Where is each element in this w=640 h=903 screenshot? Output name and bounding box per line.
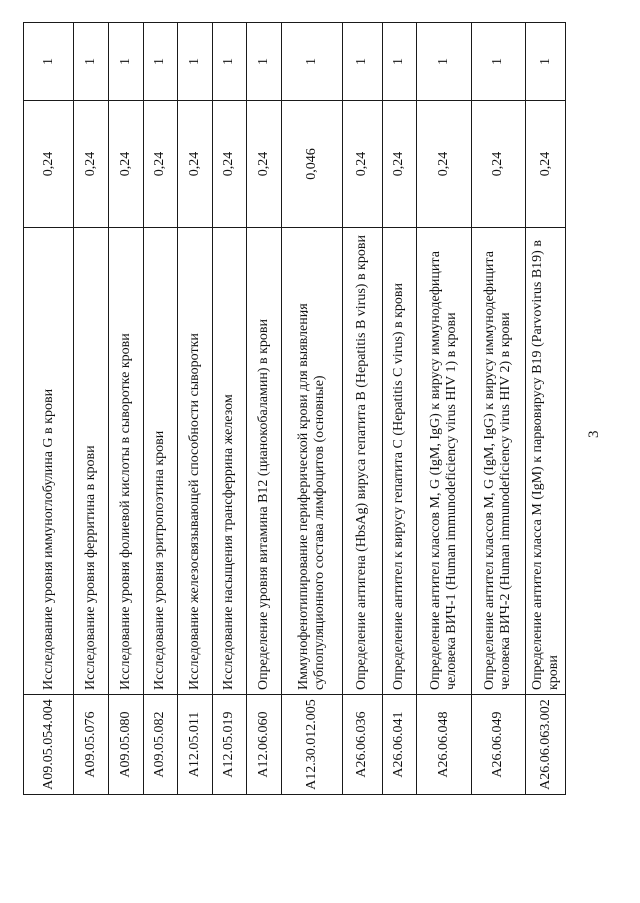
service-name: Исследование железосвязывающей способности сыворотки xyxy=(178,228,213,695)
service-code: A12.05.019 xyxy=(212,695,247,795)
service-name: Исследование уровня иммуноглобулина G в крови xyxy=(24,228,74,695)
service-name: Определение антител к вирусу гепатита C (Hepatitis C virus) в крови xyxy=(382,228,417,695)
frequency-coefficient: 0,24 xyxy=(24,101,74,228)
page-number: 3 xyxy=(586,430,602,438)
service-name: Определение антигена (HbsAg) вируса гепатита B (Hepatitis B virus) в крови xyxy=(342,228,382,695)
frequency-coefficient: 0,24 xyxy=(108,101,143,228)
service-code: A26.06.041 xyxy=(382,695,417,795)
multiplicity: 1 xyxy=(143,23,178,101)
multiplicity: 1 xyxy=(471,23,526,101)
multiplicity: 1 xyxy=(247,23,282,101)
multiplicity: 1 xyxy=(74,23,109,101)
frequency-coefficient: 0,24 xyxy=(247,101,282,228)
frequency-coefficient: 0,24 xyxy=(417,101,472,228)
multiplicity: 1 xyxy=(108,23,143,101)
frequency-coefficient: 0,046 xyxy=(281,101,342,228)
service-code: A12.06.060 xyxy=(247,695,282,795)
service-code: A09.05.080 xyxy=(108,695,143,795)
service-name: Исследование уровня ферритина в крови xyxy=(74,228,109,695)
frequency-coefficient: 0,24 xyxy=(526,101,566,228)
service-code: A09.05.082 xyxy=(143,695,178,795)
multiplicity: 1 xyxy=(24,23,74,101)
table-row xyxy=(143,23,178,795)
service-name: Иммунофенотипирование периферической крови для выявления субпопуляционного состава лимфоцитов (основные) xyxy=(281,228,342,695)
service-name: Определение антител классов M, G (IgM, IgG) к вирусу иммунодефицита человека ВИЧ-2 (Human immunodeficiency virus HIV 2) в крови xyxy=(471,228,526,695)
multiplicity: 1 xyxy=(212,23,247,101)
service-code: A12.05.011 xyxy=(178,695,213,795)
table-row xyxy=(281,23,342,795)
table-row xyxy=(178,23,213,795)
table-row xyxy=(74,23,109,795)
table-row xyxy=(212,23,247,795)
service-name: Определение уровня витамина B12 (цианокобаламин) в крови xyxy=(247,228,282,695)
table-row xyxy=(382,23,417,795)
table-row xyxy=(108,23,143,795)
table-row xyxy=(417,23,472,795)
table-row xyxy=(24,23,74,795)
table-row xyxy=(247,23,282,795)
service-code: A09.05.054.004 xyxy=(24,695,74,795)
service-code: A12.30.012.005 xyxy=(281,695,342,795)
frequency-coefficient: 0,24 xyxy=(212,101,247,228)
frequency-coefficient: 0,24 xyxy=(143,101,178,228)
multiplicity: 1 xyxy=(526,23,566,101)
service-name: Исследование насыщения трансферрина железом xyxy=(212,228,247,695)
service-name: Определение антител класса M (IgM) к парвовирусу B19 (Parvovirus B19) в крови xyxy=(526,228,566,695)
frequency-coefficient: 0,24 xyxy=(471,101,526,228)
table-row xyxy=(471,23,526,795)
service-code: A26.06.048 xyxy=(417,695,472,795)
service-name: Исследование уровня фолиевой кислоты в сыворотке крови xyxy=(108,228,143,695)
frequency-coefficient: 0,24 xyxy=(342,101,382,228)
multiplicity: 1 xyxy=(417,23,472,101)
multiplicity: 1 xyxy=(342,23,382,101)
frequency-coefficient: 0,24 xyxy=(382,101,417,228)
service-name: Определение антител классов M, G (IgM, IgG) к вирусу иммунодефицита человека ВИЧ-1 (Human immunodeficiency virus HIV 1) в крови xyxy=(417,228,472,695)
service-code: A26.06.036 xyxy=(342,695,382,795)
frequency-coefficient: 0,24 xyxy=(74,101,109,228)
multiplicity: 1 xyxy=(178,23,213,101)
service-code: A26.06.049 xyxy=(471,695,526,795)
multiplicity: 1 xyxy=(281,23,342,101)
service-code: A09.05.076 xyxy=(74,695,109,795)
service-name: Исследование уровня эритропоэтина крови xyxy=(143,228,178,695)
multiplicity: 1 xyxy=(382,23,417,101)
table-row xyxy=(526,23,566,795)
service-code: A26.06.063.002 xyxy=(526,695,566,795)
services-table xyxy=(23,22,566,795)
table-row xyxy=(342,23,382,795)
frequency-coefficient: 0,24 xyxy=(178,101,213,228)
